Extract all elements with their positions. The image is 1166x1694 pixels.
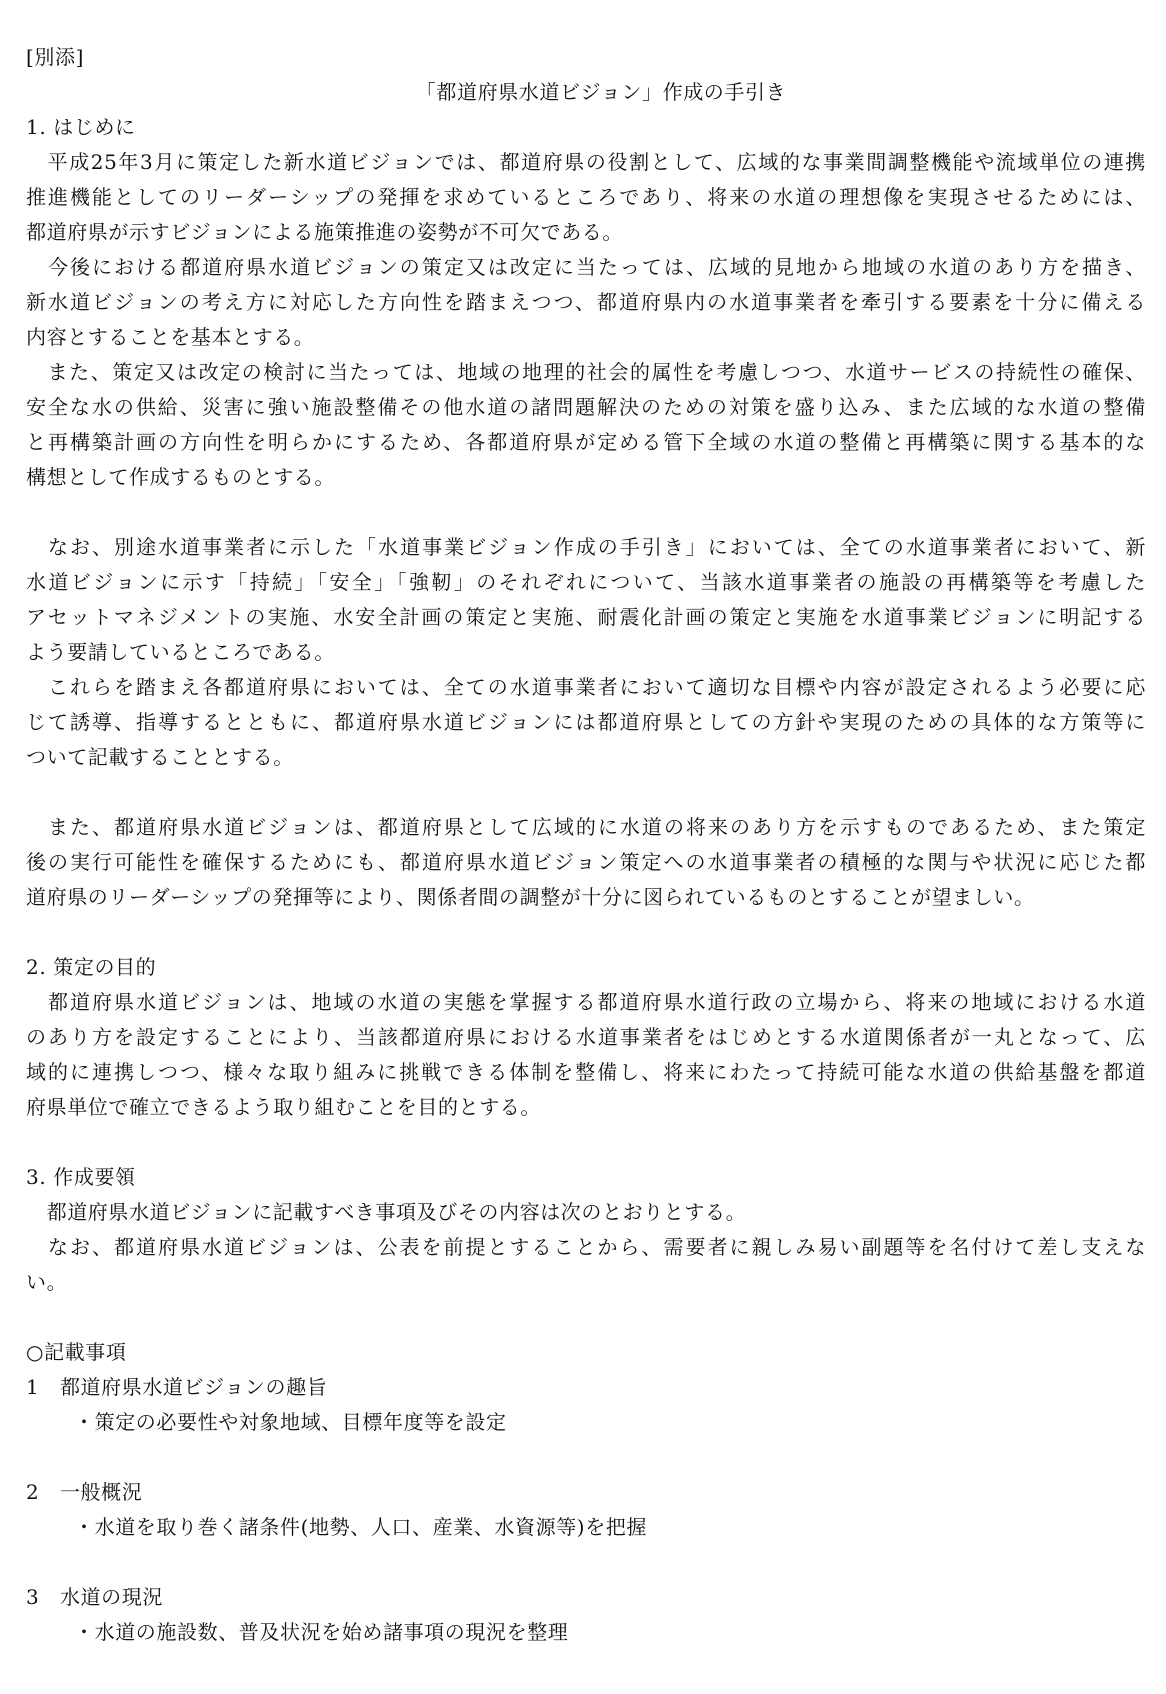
blank-line: [26, 1300, 1146, 1335]
blank-line: [26, 775, 1146, 810]
text-line: い。: [26, 1270, 68, 1294]
text-line: よう要請しているところである。: [26, 640, 335, 664]
list-item: [26, 1370, 1146, 1440]
item-title: 都道府県水道ビジョンの趣旨: [59, 1375, 328, 1399]
item-number: 2: [26, 1480, 40, 1504]
text-line: 新水道ビジョンの考え方に対応した方向性を踏まえつつ、都道府県内の水道事業者を牽引する要素を十分に備える: [26, 290, 1146, 314]
section-2-heading: 2. 策定の目的: [26, 955, 157, 979]
blank-line: [26, 1125, 1146, 1160]
text-line: 今後における都道府県水道ビジョンの策定又は改定に当たっては、広域的見地から地域の水道のあり方を描き、: [26, 255, 1146, 279]
section-1-paragraph-5: [26, 670, 1146, 775]
item-title: 一般概況: [59, 1480, 143, 1504]
item-title-line: [26, 1370, 1146, 1405]
text-line: 道府県のリーダーシップの発揮等により、関係者間の調整が十分に図られているものとすることが望ましい。: [26, 885, 1035, 909]
blank-line: [26, 495, 1146, 530]
text-line: 平成25年3月に策定した新水道ビジョンでは、都道府県の役割として、広域的な事業間調整機能や流域単位の連携: [26, 150, 1146, 174]
list-item: [26, 1580, 1146, 1650]
text-line: ついて記載することとする。: [26, 745, 294, 769]
text-line: 安全な水の供給、災害に強い施設整備その他水道の諸問題解決のための対策を盛り込み、また広域的な水道の整備: [26, 395, 1146, 419]
text-line: 水道ビジョンに示す「持続」「安全」「強靭」のそれぞれについて、当該水道事業者の施設の再構築等を考慮した: [26, 570, 1146, 594]
item-number: 3: [26, 1585, 40, 1609]
section-3-paragraph-2: [26, 1230, 1146, 1300]
text-line: これらを踏まえ各都道府県においては、全ての水道事業者において適切な目標や内容が設定されるよう必要に応: [26, 675, 1146, 699]
text-line: なお、都道府県水道ビジョンは、公表を前提とすることから、需要者に親しみ易い副題等を名付けて差し支えな: [26, 1235, 1146, 1259]
section-1-paragraph-6: [26, 810, 1146, 915]
section-3-heading: 3. 作成要領: [26, 1165, 136, 1189]
section-1-paragraph-2: [26, 250, 1146, 355]
item-detail: ・水道の施設数、普及状況を始め諸事項の現況を整理: [74, 1620, 569, 1644]
item-detail: ・策定の必要性や対象地域、目標年度等を設定: [74, 1410, 507, 1434]
document-page: [26, 40, 1146, 1650]
text-line: アセットマネジメントの実施、水安全計画の策定と実施、耐震化計画の策定と実施を水道事業ビジョンに明記する: [26, 605, 1146, 629]
section-2-paragraph-1: [26, 985, 1146, 1125]
section-1-heading: 1. はじめに: [26, 115, 136, 139]
text-line: 後の実行可能性を確保するためにも、都道府県水道ビジョン策定への水道事業者の積極的な関与や状況に応じた都: [26, 850, 1146, 874]
item-title-line: [26, 1475, 1146, 1510]
items-heading: ○記載事項: [26, 1340, 127, 1364]
item-number: 1: [26, 1375, 40, 1399]
text-line: と再構築計画の方向性を明らかにするため、各都道府県が定める管下全域の水道の整備と再構築に関する基本的な: [26, 430, 1146, 454]
text-line: じて誘導、指導するとともに、都道府県水道ビジョンには都道府県としての方針や実現のための具体的な方策等に: [26, 710, 1146, 734]
text-line: 府県単位で確立できるよう取り組むことを目的とする。: [26, 1095, 541, 1119]
document-title: 「都道府県水道ビジョン」作成の手引き: [415, 80, 787, 104]
text-line: 都道府県水道ビジョンは、地域の水道の実態を掌握する都道府県水道行政の立場から、将来の地域における水道: [26, 990, 1146, 1014]
attachment-label: [別添]: [26, 45, 85, 69]
section-1-paragraph-1: [26, 145, 1146, 250]
text-line: なお、別途水道事業者に示した「水道事業ビジョン作成の手引き」においては、全ての水道事業者において、新: [26, 535, 1146, 559]
blank-line: [26, 915, 1146, 950]
section-1-paragraph-4: [26, 530, 1146, 670]
text-line: また、都道府県水道ビジョンは、都道府県として広域的に水道の将来のあり方を示すものであるため、また策定: [26, 815, 1146, 839]
item-detail: ・水道を取り巻く諸条件(地勢、人口、産業、水資源等)を把握: [74, 1515, 648, 1539]
text-line: 推進機能としてのリーダーシップの発揮を求めているところであり、将来の水道の理想像を実現させるためには、: [26, 185, 1146, 209]
blank-line: [26, 1440, 1146, 1475]
text-line: のあり方を設定することにより、当該都道府県における水道事業者をはじめとする水道関係者が一丸となって、広: [26, 1025, 1146, 1049]
text-line: 内容とすることを基本とする。: [26, 325, 315, 349]
section-1-paragraph-3: [26, 355, 1146, 495]
item-title-line: [26, 1580, 1146, 1615]
text-line: また、策定又は改定の検討に当たっては、地域の地理的社会的属性を考慮しつつ、水道サービスの持続性の確保、: [26, 360, 1146, 384]
blank-line: [26, 1545, 1146, 1580]
item-title: 水道の現況: [59, 1585, 163, 1609]
text-line: 域的に連携しつつ、様々な取り組みに挑戦できる体制を整備し、将来にわたって持続可能な水道の供給基盤を都道: [26, 1060, 1146, 1084]
list-item: [26, 1475, 1146, 1545]
section-3-paragraph-1: 都道府県水道ビジョンに記載すべき事項及びその内容は次のとおりとする。: [26, 1200, 747, 1224]
text-line: 構想として作成するものとする。: [26, 465, 335, 489]
text-line: 都道府県が示すビジョンによる施策推進の姿勢が不可欠である。: [26, 220, 623, 244]
